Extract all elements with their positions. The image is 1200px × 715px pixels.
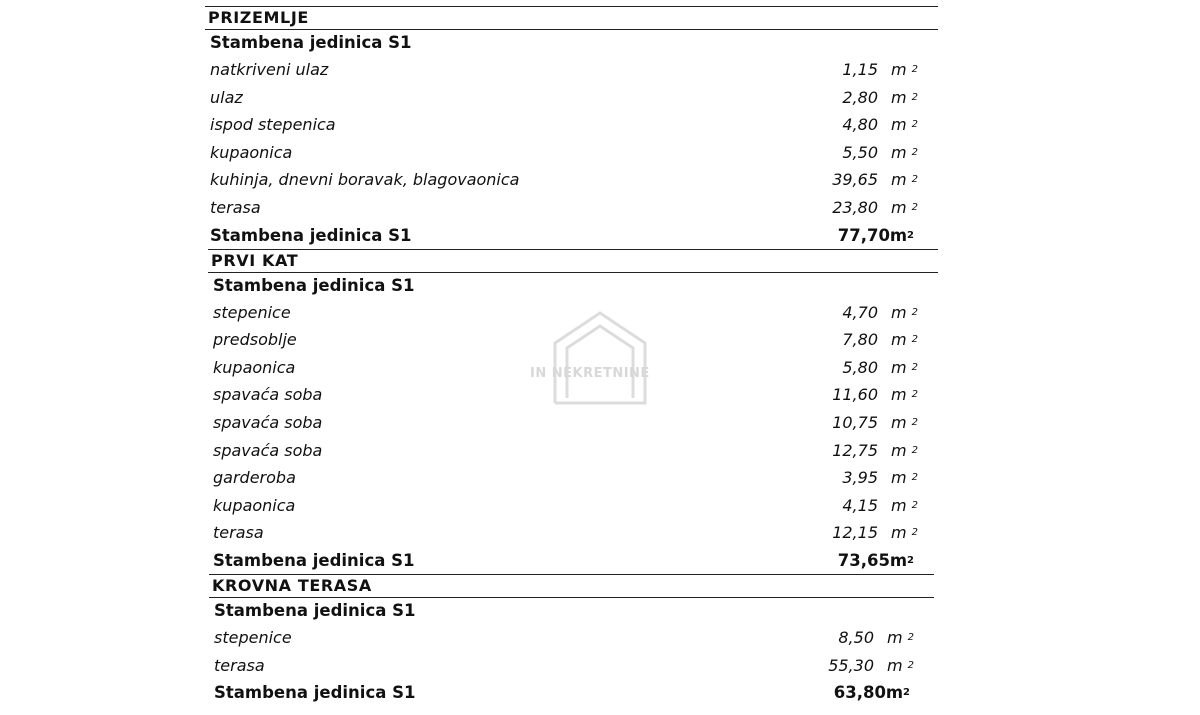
area-unit <box>891 464 918 495</box>
unit-exponent: 2 <box>903 687 910 699</box>
area-unit <box>887 652 914 683</box>
room-row <box>205 166 938 194</box>
area-unit <box>891 56 918 87</box>
total-area-unit <box>890 222 914 252</box>
area-unit <box>891 519 918 550</box>
room-row <box>208 464 938 492</box>
room-label: terasa <box>213 523 264 543</box>
area-unit <box>891 326 918 357</box>
room-area-value: 5,80 <box>842 357 878 377</box>
room-label: kupaonica <box>213 495 296 515</box>
unit-symbol: m <box>889 225 908 245</box>
unit-exponent: 2 <box>911 201 918 213</box>
room-area-value: 55,30 <box>828 655 874 675</box>
section-prvi-kat <box>208 249 938 574</box>
room-label: kuhinja, dnevni boravak, blagovaonica <box>210 170 520 190</box>
total-area-value: 63,80 <box>833 683 886 703</box>
section-heading: KROVNA TERASA <box>209 574 934 598</box>
total-row <box>209 679 934 706</box>
total-label: Stambena jedinica S1 <box>213 550 415 570</box>
room-row <box>208 492 938 520</box>
room-area-value: 4,70 <box>842 302 878 322</box>
area-unit <box>891 381 918 412</box>
unit-symbol: m <box>886 655 903 675</box>
unit-exponent: 2 <box>911 361 918 373</box>
unit-exponent: 2 <box>911 416 918 428</box>
room-row <box>205 56 938 84</box>
room-label: spavaća soba <box>213 440 323 460</box>
area-unit <box>891 299 918 330</box>
room-area-value: 12,15 <box>832 523 878 543</box>
unit-heading: Stambena jedinica S1 <box>214 600 416 620</box>
room-area-value: 2,80 <box>842 87 878 107</box>
unit-exponent: 2 <box>911 119 918 131</box>
area-unit <box>891 166 918 197</box>
unit-symbol: m <box>890 495 907 515</box>
unit-symbol: m <box>890 302 907 322</box>
unit-exponent: 2 <box>911 389 918 401</box>
total-label: Stambena jedinica S1 <box>210 225 412 245</box>
unit-exponent: 2 <box>907 659 914 671</box>
section-prizemlje <box>205 6 938 249</box>
unit-symbol: m <box>890 523 907 543</box>
unit-exponent: 2 <box>907 229 914 241</box>
room-label: stepenice <box>214 627 292 647</box>
unit-symbol: m <box>890 468 907 488</box>
room-row <box>205 111 938 139</box>
unit-symbol: m <box>890 60 907 79</box>
room-row <box>209 652 934 680</box>
unit-symbol: m <box>890 412 907 432</box>
unit-exponent: 2 <box>911 91 918 103</box>
room-label: spavaća soba <box>213 385 323 405</box>
unit-symbol: m <box>890 197 907 217</box>
unit-symbol: m <box>890 87 907 107</box>
area-unit <box>891 139 918 170</box>
room-row <box>208 437 938 465</box>
total-row <box>208 547 938 574</box>
section-krovna-terasa <box>209 574 934 706</box>
unit-exponent: 2 <box>911 334 918 346</box>
unit-exponent: 2 <box>911 527 918 539</box>
unit-symbol: m <box>886 627 903 647</box>
room-area-value: 12,75 <box>832 440 878 460</box>
room-area-value: 39,65 <box>832 170 878 190</box>
room-label: kupaonica <box>213 357 296 377</box>
area-unit <box>891 492 918 523</box>
area-unit <box>891 437 918 468</box>
area-unit <box>891 409 918 440</box>
room-label: stepenice <box>213 302 291 322</box>
unit-heading: Stambena jedinica S1 <box>213 275 415 295</box>
room-row <box>208 519 938 547</box>
room-row <box>205 139 938 167</box>
room-row <box>209 624 934 652</box>
room-label: terasa <box>210 197 261 217</box>
unit-symbol: m <box>890 170 907 190</box>
room-label: predsoblje <box>213 330 297 350</box>
unit-symbol: m <box>890 115 907 135</box>
total-area-value: 77,70 <box>837 225 890 245</box>
unit-symbol: m <box>889 550 908 570</box>
room-row <box>205 194 938 222</box>
room-area-value: 5,50 <box>842 142 878 162</box>
unit-exponent: 2 <box>911 444 918 456</box>
unit-exponent: 2 <box>907 631 914 643</box>
room-area-value: 11,60 <box>832 385 878 405</box>
unit-exponent: 2 <box>911 306 918 318</box>
room-area-value: 3,95 <box>842 468 878 488</box>
room-row <box>208 409 938 437</box>
total-label: Stambena jedinica S1 <box>214 683 416 703</box>
room-label: spavaća soba <box>213 412 323 432</box>
unit-exponent: 2 <box>911 499 918 511</box>
room-label: ulaz <box>210 87 243 107</box>
total-area-unit <box>886 679 910 709</box>
unit-symbol: m <box>890 440 907 460</box>
area-unit <box>891 194 918 225</box>
area-unit <box>887 624 914 655</box>
room-area-value: 4,80 <box>842 115 878 135</box>
room-area-value: 23,80 <box>832 197 878 217</box>
section-heading: PRIZEMLJE <box>205 6 938 30</box>
room-area-value: 1,15 <box>842 60 878 79</box>
unit-exponent: 2 <box>907 554 914 566</box>
room-area-value: 7,80 <box>842 330 878 350</box>
area-unit <box>891 84 918 115</box>
unit-symbol: m <box>885 683 904 703</box>
total-area-value: 73,65 <box>837 550 890 570</box>
unit-symbol: m <box>890 142 907 162</box>
room-label: kupaonica <box>210 142 293 162</box>
area-unit <box>891 111 918 142</box>
section-heading: PRVI KAT <box>208 249 938 273</box>
room-label: terasa <box>214 655 265 675</box>
unit-heading: Stambena jedinica S1 <box>210 33 412 52</box>
unit-symbol: m <box>890 330 907 350</box>
unit-exponent: 2 <box>911 472 918 484</box>
room-area-value: 4,15 <box>842 495 878 515</box>
unit-exponent: 2 <box>911 174 918 186</box>
room-row <box>205 84 938 112</box>
watermark-text: IN NEKRETNINE <box>530 366 650 381</box>
unit-symbol: m <box>890 385 907 405</box>
room-label: garderoba <box>213 468 296 488</box>
room-area-value: 10,75 <box>832 412 878 432</box>
unit-symbol: m <box>890 357 907 377</box>
watermark-house-icon <box>525 308 675 408</box>
total-row <box>205 222 938 249</box>
unit-exponent: 2 <box>911 64 918 75</box>
room-label: natkriveni ulaz <box>210 60 329 79</box>
total-area-unit <box>890 547 914 577</box>
area-unit <box>891 354 918 385</box>
room-label: ispod stepenica <box>210 115 336 135</box>
unit-exponent: 2 <box>911 146 918 158</box>
room-area-value: 8,50 <box>838 627 874 647</box>
